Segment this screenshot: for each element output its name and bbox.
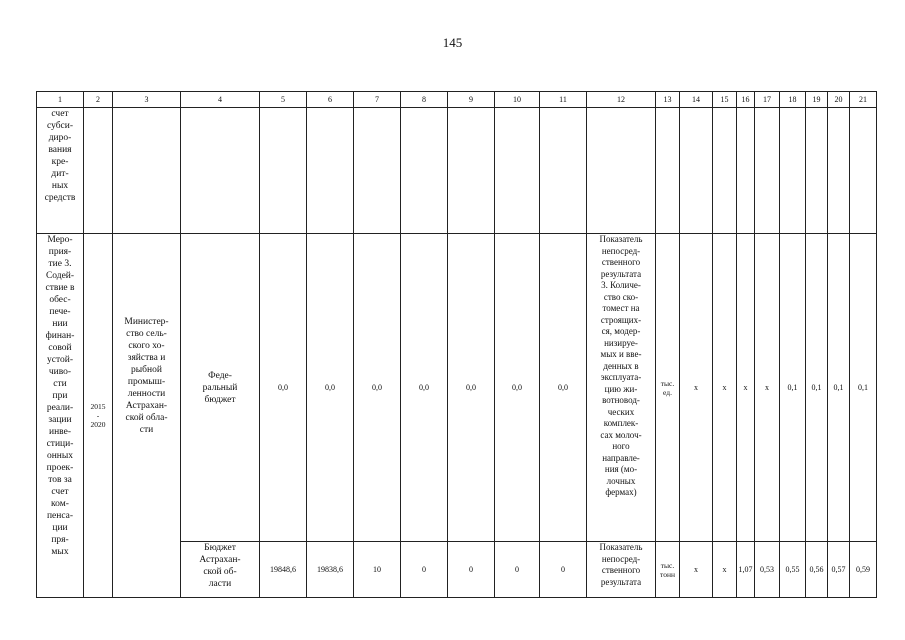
indicator: Показатель непосред- ственного результата 3. Количе- ство ско- томест на строящих- ся, модер- низируе- мых и вве- денных в эксплуата- цию жи- вотновод- ческих комплек- сах молоч- ного направле- ния (мо- лочных фермах) (587, 234, 656, 542)
value-cell: 0,1 (806, 234, 828, 542)
value-cell: 19848,6 (260, 542, 307, 598)
value-cell: 0,0 (260, 234, 307, 542)
column-header: 11 (540, 92, 587, 108)
value-cell: 0,0 (540, 234, 587, 542)
value-cell: 0,1 (828, 234, 850, 542)
value-cell: 0,0 (354, 234, 401, 542)
column-header: 3 (113, 92, 181, 108)
value-cell: 10 (354, 542, 401, 598)
table-row (37, 108, 877, 234)
column-header: 13 (656, 92, 680, 108)
column-header: 17 (755, 92, 780, 108)
column-header: 20 (828, 92, 850, 108)
unit: тыс. тонн (656, 542, 680, 598)
value-cell: 0,57 (828, 542, 850, 598)
column-header: 6 (307, 92, 354, 108)
value-cell: 0 (448, 542, 495, 598)
column-header: 10 (495, 92, 540, 108)
column-header: 18 (780, 92, 806, 108)
value-cell: х (713, 542, 737, 598)
value-cell: 0 (495, 542, 540, 598)
value-cell: х (713, 234, 737, 542)
value-cell: х (755, 234, 780, 542)
value-cell: 0,0 (401, 234, 448, 542)
value-cell: 0,0 (448, 234, 495, 542)
value-cell: 0,0 (495, 234, 540, 542)
value-cell: 0,59 (850, 542, 877, 598)
column-header: 9 (448, 92, 495, 108)
value-cell: 0 (540, 542, 587, 598)
column-header: 8 (401, 92, 448, 108)
value-cell: 0,1 (850, 234, 877, 542)
header-row (37, 92, 877, 108)
value-cell: 0,56 (806, 542, 828, 598)
column-header: 21 (850, 92, 877, 108)
indicator: Показатель непосред- ственного результата (587, 542, 656, 598)
column-header: 16 (737, 92, 755, 108)
column-header: 12 (587, 92, 656, 108)
column-header: 2 (84, 92, 113, 108)
value-cell: 0,0 (307, 234, 354, 542)
value-cell: 0,55 (780, 542, 806, 598)
value-cell: 0,53 (755, 542, 780, 598)
unit: тыс. ед. (656, 234, 680, 542)
value-cell: 0 (401, 542, 448, 598)
column-header: 4 (181, 92, 260, 108)
value-cell: 1,07 (737, 542, 755, 598)
funding-source: Феде- ральный бюджет (181, 234, 260, 542)
column-header: 1 (37, 92, 84, 108)
period: 2015 - 2020 (84, 234, 113, 598)
executor: Министер- ство сель- ского хо- зяйства и рыбной промыш- ленности Астрахан- ской обла- сти (113, 234, 181, 598)
value-cell: х (680, 542, 713, 598)
table-row (37, 234, 877, 542)
column-header: 19 (806, 92, 828, 108)
value-cell: 19838,6 (307, 542, 354, 598)
column-header: 7 (354, 92, 401, 108)
funding-source: Бюджет Астрахан- ской об- ласти (181, 542, 260, 598)
measure-name-continued: счет субси- диро- вания кре- дит- ных средств (37, 108, 84, 234)
column-header: 14 (680, 92, 713, 108)
value-cell: 0,1 (780, 234, 806, 542)
page-number: 145 (442, 35, 463, 50)
measure-name: Меро- прия- тие 3. Содей- ствие в обес- пече- нии финан- совой устой- чиво- сти при реали- зации инве- стици- онных проек- тов за счет ком- пенса- ции пря- мых (37, 234, 84, 598)
value-cell: х (680, 234, 713, 542)
program-table (36, 91, 877, 598)
column-header: 15 (713, 92, 737, 108)
value-cell: х (737, 234, 755, 542)
column-header: 5 (260, 92, 307, 108)
